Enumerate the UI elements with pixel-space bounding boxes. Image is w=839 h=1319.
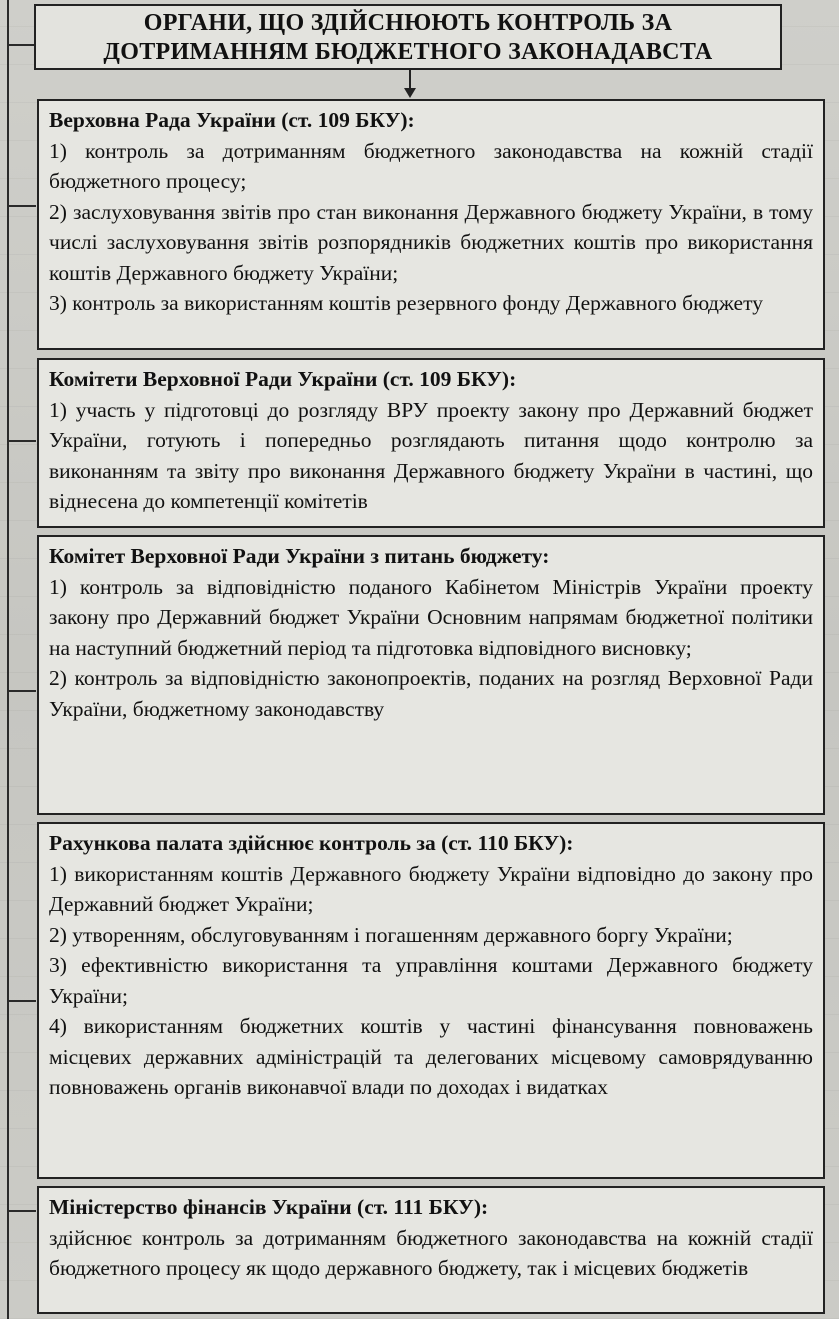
connector-stub bbox=[8, 44, 36, 46]
box-item: 1) участь у підготовці до розгляду ВРУ проекту закону про Державний бюджет України, готують і попередньо розглядають питання щодо контролю за виконанням та звіту про виконання Державного бюджету України в частині, що віднесена до компетенції комітетів bbox=[49, 397, 813, 513]
box-item: 3) ефективністю використання та управління коштами Державного бюджету України; bbox=[49, 953, 813, 1008]
connector-stub bbox=[8, 690, 36, 692]
title-line-2: ДОТРИМАННЯМ БЮДЖЕТНОГО ЗАКОНАДАВСТА bbox=[103, 39, 713, 65]
box-item: 2) заслуховування звітів про стан виконання Державного бюджету України, в тому числі заслуховування звітів розпорядників бюджетних коштів про використання коштів Державного бюджету України; bbox=[49, 199, 813, 285]
box-item: 2) контроль за відповідністю законопроектів, поданих на розгляд Верховної Ради України, бюджетному законодавству bbox=[49, 666, 813, 721]
connector-stub bbox=[8, 1000, 36, 1002]
diagram-title bbox=[34, 4, 782, 70]
connector-stub bbox=[8, 1210, 36, 1212]
box-vru-committees bbox=[37, 358, 825, 528]
connector-stub bbox=[8, 440, 36, 442]
box-item: 1) контроль за відповідністю поданого Кабінетом Міністрів України проекту закону про Державний бюджет України Основним напрямам бюджетної політики на наступний бюджетний період та підготовка відповідного висновку; bbox=[49, 574, 813, 660]
box-heading: Міністерство фінансів України (ст. 111 БКУ): bbox=[49, 1195, 489, 1219]
box-item: 3) контроль за використанням коштів резервного фонду Державного бюджету bbox=[49, 291, 763, 315]
title-line-1: ОРГАНИ, ЩО ЗДІЙСНЮЮТЬ КОНТРОЛЬ ЗА bbox=[143, 10, 673, 36]
box-item: 1) використанням коштів Державного бюджету України відповідно до закону про Державний бюджет України; bbox=[49, 861, 813, 916]
box-heading: Верховна Рада України (ст. 109 БКУ): bbox=[49, 108, 415, 132]
box-item: 1) контроль за дотриманням бюджетного законодавства на кожній стадії бюджетного процесу; bbox=[49, 138, 813, 193]
box-accounting-chamber bbox=[37, 822, 825, 1179]
connector-spine bbox=[7, 0, 9, 1319]
box-heading: Рахункова палата здійснює контроль за (ст. 110 БКУ): bbox=[49, 831, 574, 855]
connector-stub bbox=[8, 205, 36, 207]
box-verkhovna-rada bbox=[37, 99, 825, 350]
arrow-down-icon bbox=[404, 88, 416, 98]
box-item: 4) використанням бюджетних коштів у частині фінансування повноважень місцевих державних адміністрацій та делегованих місцевому самоврядуванню повноважень органів виконавчої влади по доходах і видатках bbox=[49, 1014, 813, 1099]
box-heading: Комітети Верховної Ради України (ст. 109 БКУ): bbox=[49, 367, 517, 391]
box-budget-committee bbox=[37, 535, 825, 815]
box-heading: Комітет Верховної Ради України з питань бюджету: bbox=[49, 544, 550, 568]
box-ministry-of-finance bbox=[37, 1186, 825, 1314]
box-item: 2) утворенням, обслуговуванням і погашенням державного боргу України; bbox=[49, 922, 733, 947]
box-item: здійснює контроль за дотриманням бюджетного законодавства на кожній стадії бюджетного процесу як щодо державного бюджету, так і місцевих бюджетів bbox=[49, 1225, 813, 1280]
